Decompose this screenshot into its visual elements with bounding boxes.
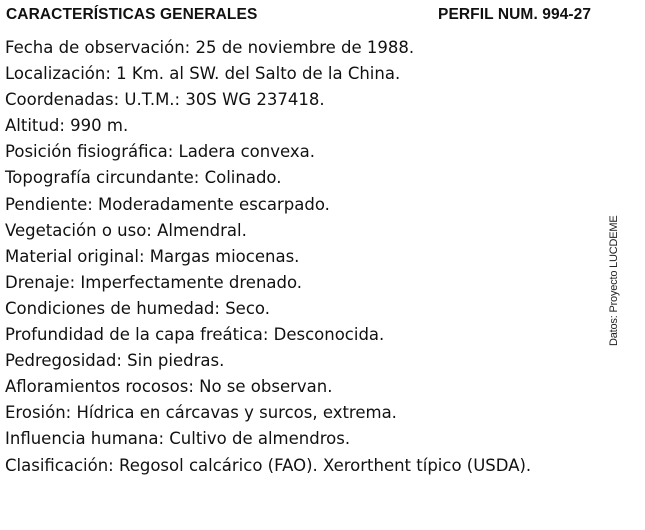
field-vegetation-use: Vegetación o uso: Almendral.	[5, 220, 247, 240]
field-physiographic-position: Posición fisiográfica: Ladera convexa.	[5, 142, 315, 162]
section-title: CARACTERÍSTICAS GENERALES	[6, 6, 258, 23]
field-drainage: Drenaje: Imperfectamente drenado.	[5, 272, 303, 292]
field-surrounding-topography: Topografía circundante: Colinado.	[5, 168, 282, 188]
field-altitude: Altitud: 990 m.	[5, 116, 129, 136]
field-erosion: Erosión: Hídrica en cárcavas y surcos, extrema.	[5, 403, 397, 423]
field-water-table-depth: Profundidad de la capa freática: Desconocida.	[5, 325, 385, 345]
profile-number: PERFIL NUM. 994-27	[438, 6, 592, 23]
field-human-influence: Influencia humana: Cultivo de almendros.	[5, 429, 351, 449]
document-header	[6, 6, 635, 28]
field-stoniness: Pedregosidad: Sin piedras.	[5, 351, 225, 371]
field-slope: Pendiente: Moderadamente escarpado.	[5, 194, 330, 214]
field-moisture-conditions: Condiciones de humedad: Seco.	[5, 298, 270, 318]
field-observation-date: Fecha de observación: 25 de noviembre de 1988.	[5, 38, 415, 57]
field-location: Localización: 1 Km. al SW. del Salto de la China.	[5, 64, 401, 84]
data-source-note: Datos: Proyecto LUCDEME	[608, 215, 620, 346]
field-classification: Clasificación: Regosol calcárico (FAO). Xerorthent típico (USDA).	[5, 455, 532, 475]
field-rock-outcrops: Afloramientos rocosos: No se observan.	[5, 377, 333, 397]
field-parent-material: Material original: Margas miocenas.	[5, 246, 300, 266]
field-coordinates: Coordenadas: U.T.M.: 30S WG 237418.	[5, 90, 325, 110]
general-characteristics-list	[5, 35, 637, 479]
